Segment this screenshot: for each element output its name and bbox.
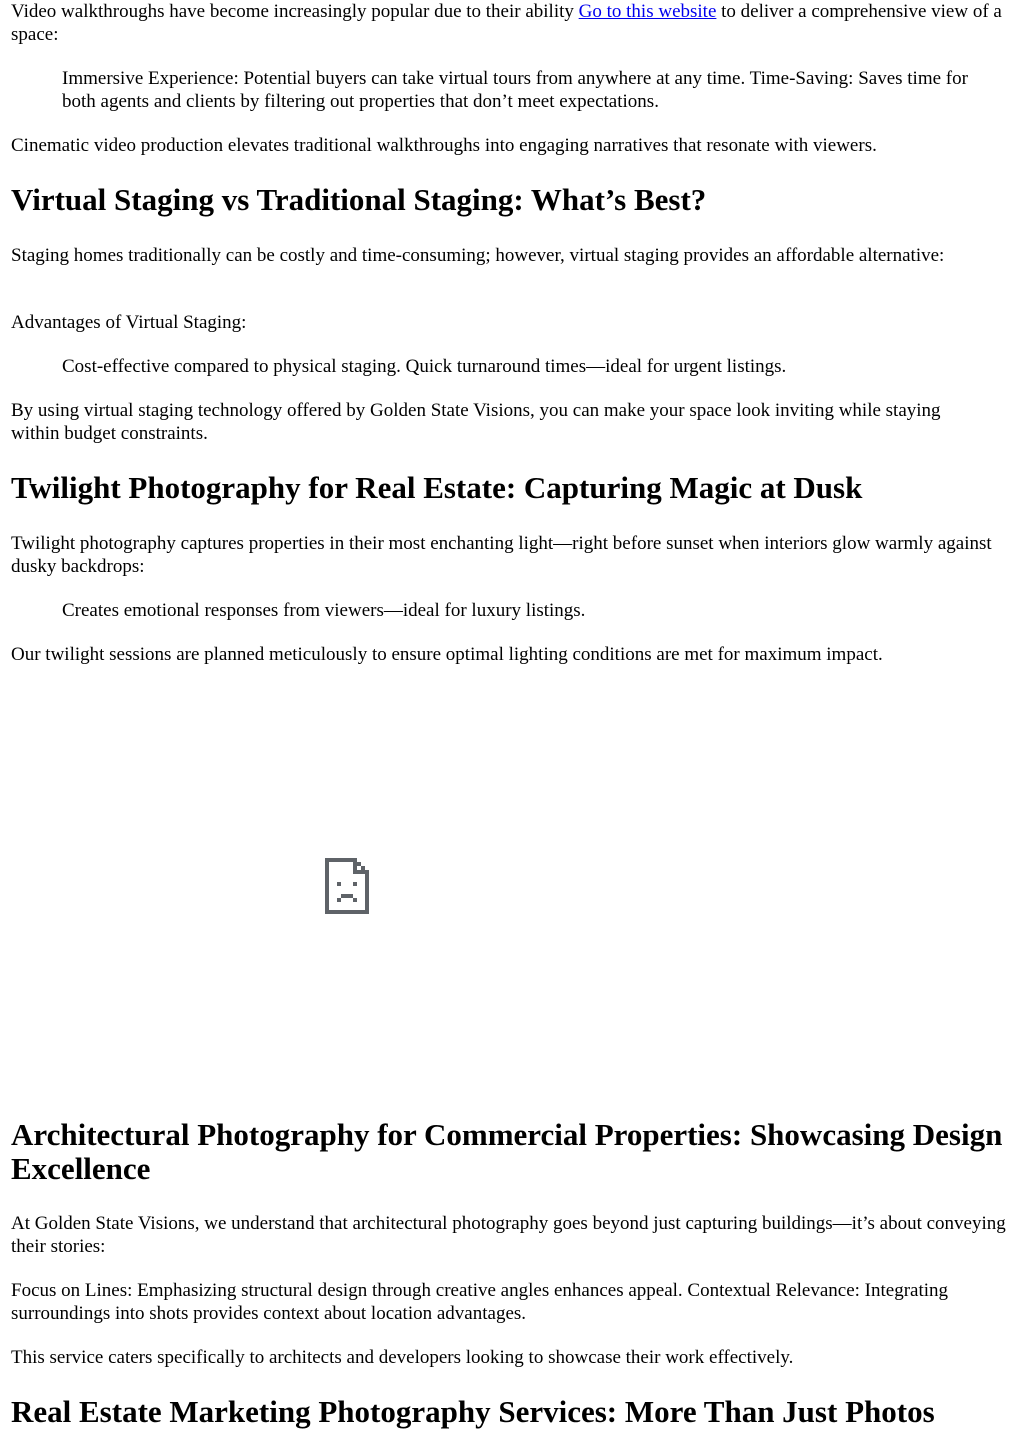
website-link[interactable]: Go to this website: [578, 1, 717, 22]
paragraph-emotional-responses: Creates emotional responses from viewers—ideal for luxury listings.: [62, 600, 586, 621]
heading-marketing-photography: Real Estate Marketing Photography Services: More Than Just Photos: [11, 1394, 935, 1429]
paragraph-cinematic-video: Cinematic video production elevates traditional walkthroughs into engaging narratives that resonate with viewers.: [11, 135, 877, 156]
paragraph-service-caters: This service caters specifically to architects and developers looking to showcase their work effectively.: [11, 1347, 794, 1368]
paragraph-twilight-captures: Twilight photography captures properties in their most enchanting light—right before sunset when interiors glow warmly against dusky backdrops:: [11, 533, 992, 577]
heading-twilight-photography: Twilight Photography for Real Estate: Capturing Magic at Dusk: [11, 470, 863, 505]
paragraph-focus-on-lines: Focus on Lines: Emphasizing structural design through creative angles enhances appeal. Contextual Relevance: Integrating surroundings into shots provides context about location advantages.: [11, 1280, 949, 1324]
paragraph-text: to deliver a comprehensive view of a space:: [11, 1, 1002, 45]
heading-architectural-photography: Architectural Photography for Commercial Properties: Showcasing Design Excellence: [11, 1117, 1003, 1186]
paragraph-text: Video walkthroughs have become increasingly popular due to their ability: [11, 1, 579, 22]
paragraph-cost-effective: Cost-effective compared to physical staging. Quick turnaround times—ideal for urgent listings.: [62, 356, 787, 377]
paragraph-advantages-heading: Advantages of Virtual Staging:: [11, 312, 247, 333]
broken-image: [11, 668, 691, 1103]
paragraph-video-walkthroughs: [11, 0, 1016, 46]
paragraph-twilight-sessions: Our twilight sessions are planned meticulously to ensure optimal lighting conditions are met for maximum impact.: [11, 644, 883, 665]
paragraph-immersive-experience: Immersive Experience: Potential buyers can take virtual tours from anywhere at any time. Time-Saving: Saves time for both agents and clients by filtering out properties that don’t meet expectations.: [62, 68, 968, 112]
paragraph-golden-state-architectural: At Golden State Visions, we understand that architectural photography goes beyond just capturing buildings—it’s about conveying their stories:: [11, 1213, 1006, 1257]
heading-virtual-staging: Virtual Staging vs Traditional Staging: What’s Best?: [11, 182, 707, 217]
paragraph-virtual-staging-tech: By using virtual staging technology offered by Golden State Visions, you can make your space look inviting while staying within budget constraints.: [11, 400, 941, 444]
paragraph-staging-homes: Staging homes traditionally can be costly and time-consuming; however, virtual staging provides an affordable alternative:: [11, 245, 945, 266]
broken-image-icon: [325, 858, 369, 914]
